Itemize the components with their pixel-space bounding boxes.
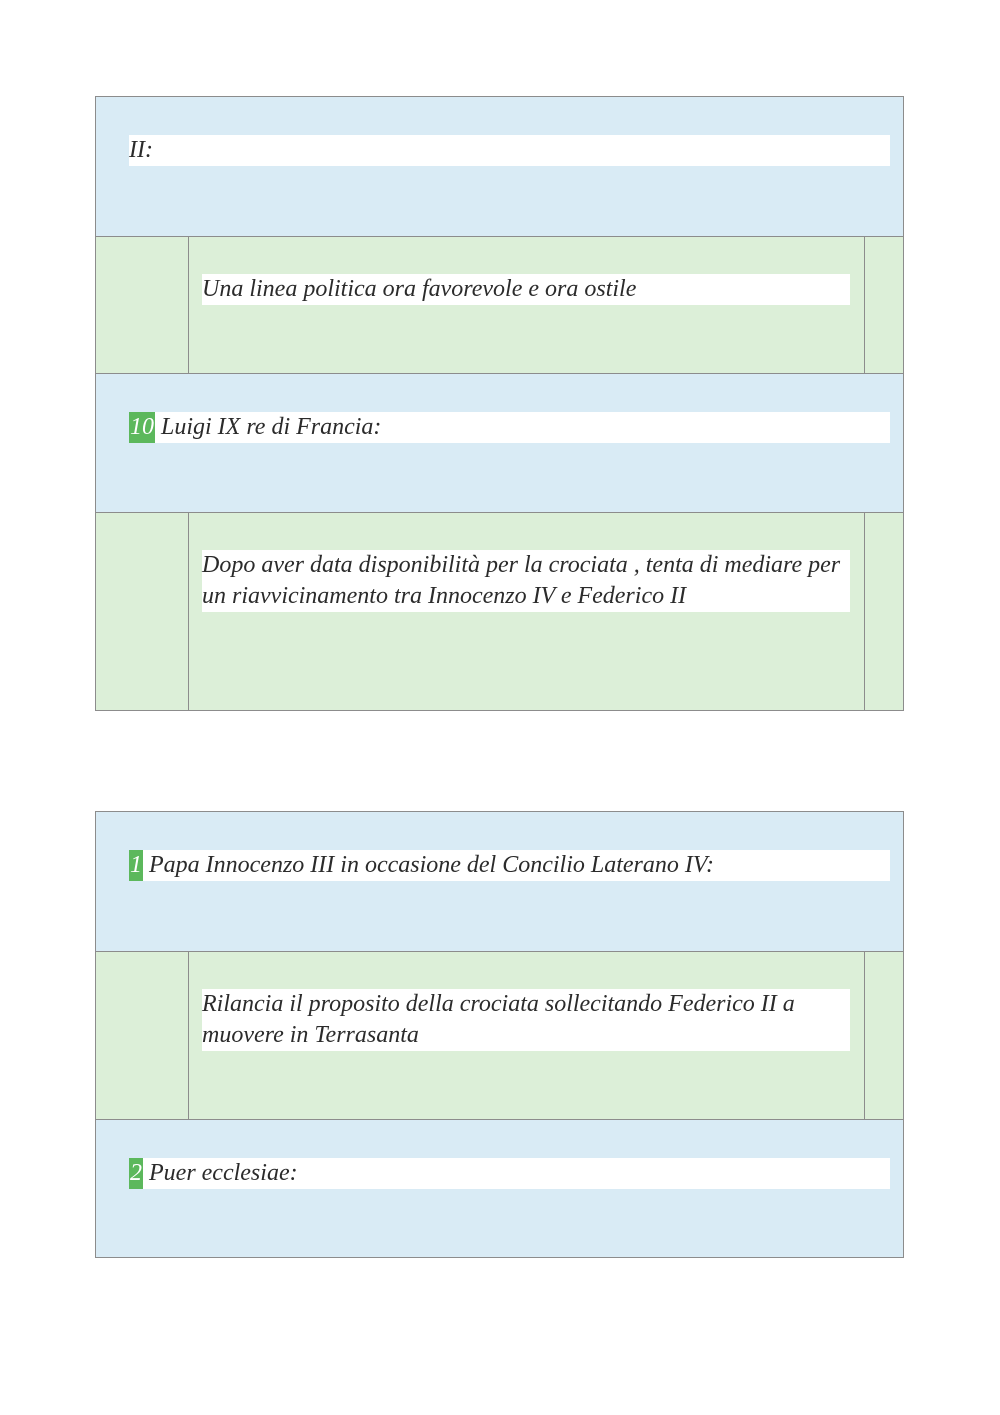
answer-left-cell <box>96 952 189 1119</box>
question-text <box>129 135 890 166</box>
question-row <box>96 373 903 512</box>
answer-text: Dopo aver data disponibilità per la crociata , tenta di mediare per un riavvicinamento tra Innocenzo IV e Federico II <box>202 550 850 612</box>
answer-right-cell <box>864 513 903 710</box>
question-number-badge: 2 <box>129 1158 143 1189</box>
answer-text: Una linea politica ora favorevole e ora ostile <box>202 274 850 305</box>
answer-right-cell <box>864 952 903 1119</box>
answer-row <box>96 236 903 373</box>
question-label: Luigi IX re di Francia: <box>161 414 382 440</box>
answer-right-cell <box>864 237 903 373</box>
answer-left-cell <box>96 513 189 710</box>
answer-left-cell <box>96 237 189 373</box>
question-number-badge: 10 <box>129 412 155 443</box>
question-row <box>96 812 903 951</box>
quiz-table-1 <box>95 96 904 711</box>
answer-row <box>96 951 903 1119</box>
question-row <box>96 1119 903 1257</box>
quiz-table-2 <box>95 811 904 1258</box>
question-label: Papa Innocenzo III in occasione del Concilio Laterano IV: <box>149 852 714 878</box>
question-text <box>129 850 890 881</box>
question-label: II: <box>129 137 153 163</box>
question-text <box>129 412 890 443</box>
question-number-badge: 1 <box>129 850 143 881</box>
answer-text: Rilancia il proposito della crociata sollecitando Federico II a muovere in Terrasanta <box>202 989 850 1051</box>
question-row <box>96 97 903 236</box>
question-label: Puer ecclesiae: <box>149 1160 298 1186</box>
question-text <box>129 1158 890 1189</box>
answer-row <box>96 512 903 710</box>
